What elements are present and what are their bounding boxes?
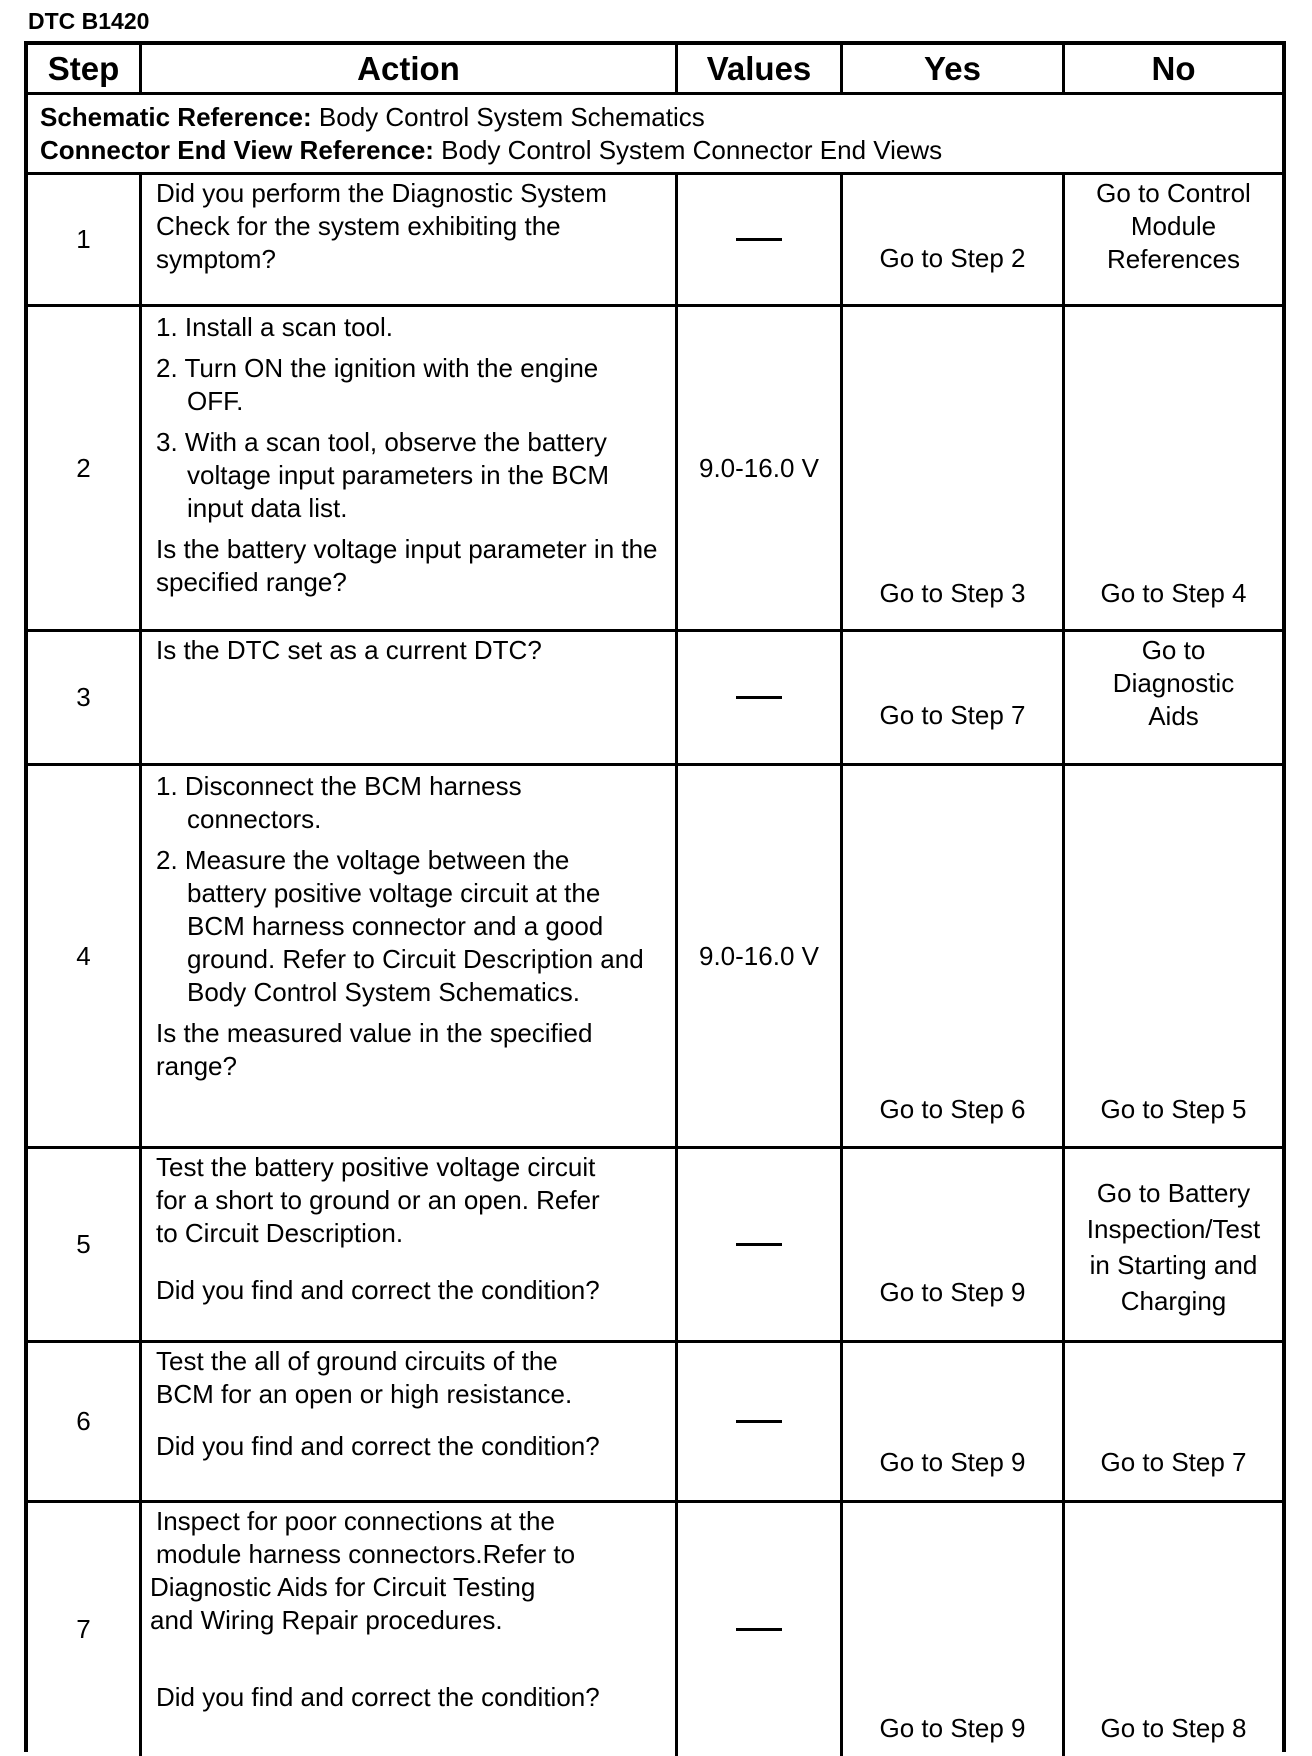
step-yes (843, 1503, 1065, 1756)
yes-text: Go to Step 6 (879, 1094, 1026, 1124)
step-number: 7 (28, 1503, 142, 1756)
table-header-row (28, 45, 1282, 95)
no-line: Diagnostic (1112, 668, 1235, 698)
not-applicable-dash (736, 1420, 782, 1423)
schematic-ref-value: Body Control System Schematics (311, 102, 705, 132)
table-row (28, 175, 1282, 307)
action-question: Did you find and correct the condition? (156, 1275, 600, 1305)
connector-ref-label: Connector End View Reference: (40, 135, 434, 165)
yes-text: Go to Step 2 (879, 243, 1026, 273)
step-yes (843, 175, 1065, 304)
yes-text: Go to Step 7 (879, 700, 1026, 730)
action-question: Did you find and correct the condition? (156, 1431, 600, 1461)
step-no (1065, 632, 1282, 763)
action-line: module harness connectors.Refer to (156, 1539, 576, 1569)
action-line: BCM for an open or high resistance. (156, 1379, 573, 1409)
table-row (28, 1149, 1282, 1343)
action-item: 1. Install a scan tool. (156, 312, 394, 342)
document-title: DTC B1420 (28, 8, 150, 34)
action-question: Is the battery voltage input parameter in the specified range? (156, 534, 658, 597)
step-yes (843, 766, 1065, 1146)
step-number: 2 (28, 307, 142, 629)
table-row (28, 307, 1282, 632)
action-item: 2. Measure the voltage between the battery positive voltage circuit at the BCM harness connector and a good ground. Refer to Circuit Description and Body Control System Schematics. (156, 845, 644, 1007)
no-text (1065, 1175, 1282, 1319)
not-applicable-dash (736, 238, 782, 241)
not-applicable-dash (736, 1243, 782, 1246)
action-line: Is the DTC set as a current DTC? (156, 635, 542, 665)
step-values (678, 632, 843, 763)
reference-row (28, 95, 1282, 175)
table-row (28, 1503, 1282, 1756)
step-action (142, 1343, 678, 1500)
table-row (28, 766, 1282, 1149)
step-values (678, 1343, 843, 1500)
step-values (678, 1149, 843, 1340)
step-number: 5 (28, 1149, 142, 1340)
action-question: Did you find and correct the condition? (156, 1682, 600, 1712)
action-line: Diagnostic Aids for Circuit Testing (150, 1572, 536, 1602)
action-line: symptom? (156, 244, 276, 274)
not-applicable-dash (736, 696, 782, 699)
diagnostic-table (24, 41, 1286, 1752)
step-action (142, 175, 678, 304)
step-values (678, 175, 843, 304)
yes-text: Go to Step 9 (879, 1713, 1026, 1743)
step-yes (843, 1343, 1065, 1500)
step-action (142, 1503, 678, 1756)
no-line: Module (1130, 211, 1217, 241)
action-line: Inspect for poor connections at the (156, 1506, 555, 1536)
step-no (1065, 1503, 1282, 1756)
step-no (1065, 1343, 1282, 1500)
header-values: Values (678, 45, 843, 92)
no-line: in Starting and (1089, 1250, 1258, 1280)
no-text: Go to Step 5 (1100, 1094, 1247, 1124)
step-action (142, 1149, 678, 1340)
step-values: 9.0-16.0 V (678, 307, 843, 629)
step-values: 9.0-16.0 V (678, 766, 843, 1146)
no-text: Go to Step 8 (1100, 1713, 1247, 1743)
step-number: 6 (28, 1343, 142, 1500)
step-yes (843, 1149, 1065, 1340)
step-no (1065, 175, 1282, 304)
action-line: Did you perform the Diagnostic System (156, 178, 607, 208)
action-item: 1. Disconnect the BCM harness connectors. (156, 771, 522, 834)
action-item: 3. With a scan tool, observe the battery voltage input parameters in the BCM input data list. (156, 427, 609, 523)
table-row (28, 1343, 1282, 1503)
no-line: Inspection/Test (1086, 1214, 1261, 1244)
no-text (1065, 634, 1282, 733)
step-yes (843, 632, 1065, 763)
header-action: Action (142, 45, 678, 92)
step-action (142, 766, 678, 1146)
no-line: Aids (1148, 701, 1199, 731)
step-yes (843, 307, 1065, 629)
step-number: 1 (28, 175, 142, 304)
no-text: Go to Step 4 (1100, 578, 1247, 608)
header-step: Step (28, 45, 142, 92)
yes-text: Go to Step 9 (879, 1277, 1026, 1307)
header-no: No (1151, 49, 1196, 87)
yes-text: Go to Step 3 (879, 578, 1026, 608)
no-text (1065, 177, 1282, 276)
table-row (28, 632, 1282, 766)
action-line: Test the all of ground circuits of the (156, 1346, 558, 1376)
step-number: 4 (28, 766, 142, 1146)
step-no (1065, 307, 1282, 629)
step-number: 3 (28, 632, 142, 763)
no-text: Go to Step 7 (1100, 1447, 1247, 1477)
reference-text (28, 95, 1282, 167)
step-no (1065, 766, 1282, 1146)
action-question: Is the measured value in the specified range? (156, 1018, 593, 1081)
schematic-ref-label: Schematic Reference: (40, 102, 312, 132)
step-action (142, 307, 678, 629)
no-line: Charging (1120, 1286, 1227, 1316)
yes-text: Go to Step 9 (879, 1447, 1026, 1477)
action-item: 2. Turn ON the ignition with the engine OFF. (156, 353, 599, 416)
not-applicable-dash (736, 1628, 782, 1631)
no-line: References (1107, 244, 1240, 274)
header-yes: Yes (843, 45, 1065, 92)
no-line: Go to Control (1096, 178, 1251, 208)
step-action (142, 632, 678, 763)
step-no (1065, 1149, 1282, 1340)
action-line: to Circuit Description. (156, 1218, 404, 1248)
no-line: Go to Battery (1096, 1178, 1251, 1208)
action-line: and Wiring Repair procedures. (150, 1605, 503, 1635)
step-values (678, 1503, 843, 1756)
connector-ref-value: Body Control System Connector End Views (433, 135, 943, 165)
action-line: for a short to ground or an open. Refer (156, 1185, 600, 1215)
no-line: Go to (1141, 635, 1206, 665)
action-line: Test the battery positive voltage circuit (156, 1152, 596, 1182)
action-line: Check for the system exhibiting the (156, 211, 561, 241)
